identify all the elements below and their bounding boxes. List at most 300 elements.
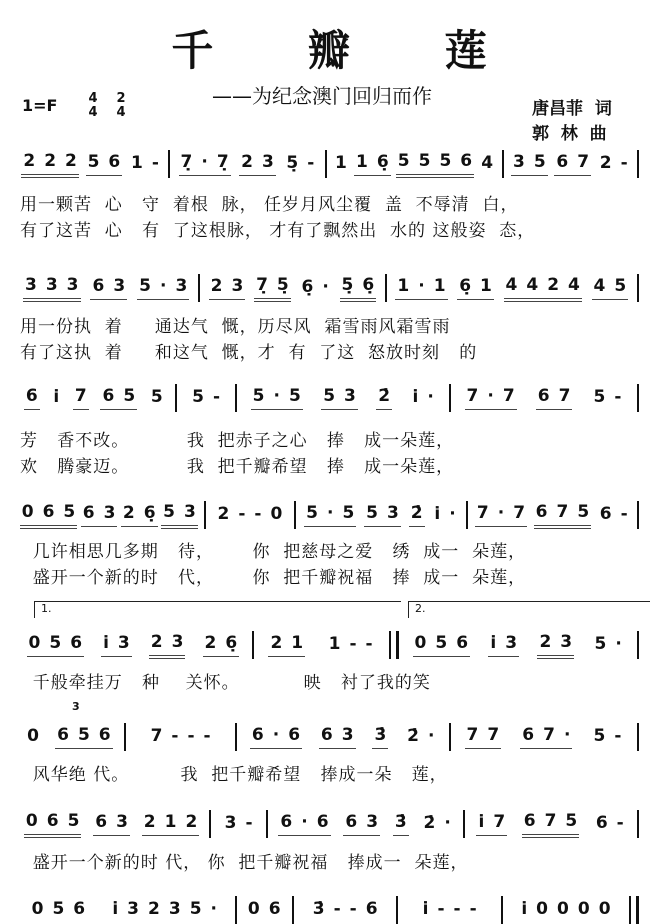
note: 7̣ [180, 152, 193, 172]
note: 6 [108, 152, 121, 172]
note: 2̇ [423, 812, 436, 833]
note: · [210, 898, 217, 919]
lyric-line: 欢 腾豪迈。 我 把千瓣希望 捧 成一朵莲， [20, 457, 455, 477]
lyric-line: 千般牵挂万 种 关怀。 映 衬了我的笑 [20, 673, 431, 693]
note: i̇ [422, 898, 429, 919]
note: 3 [66, 274, 79, 295]
note: 7̣ [216, 152, 229, 172]
measure [174, 152, 320, 176]
note: 2 [204, 633, 217, 653]
note: - [171, 725, 179, 746]
note-group [593, 634, 624, 657]
note: 4 [505, 274, 518, 295]
note-group [251, 386, 303, 410]
note: 7 [502, 386, 515, 406]
note: 6 [70, 633, 83, 653]
bar-line [466, 501, 468, 529]
note: 3̇ [374, 725, 387, 745]
note-group [93, 812, 130, 836]
note: 6 [46, 810, 59, 831]
note-group [432, 504, 457, 527]
note: - [620, 503, 628, 524]
note-group [343, 812, 380, 836]
note: 5 [63, 501, 76, 522]
note: 0 [21, 501, 34, 522]
note: · [273, 386, 280, 406]
note: 0 [31, 898, 44, 919]
lyric-line: 盛开一个新的时 代， 你 把千瓣祝福 捧成一 朵莲， [20, 853, 469, 873]
measure [130, 725, 232, 749]
bar-line [175, 384, 177, 412]
lyric-line: 芳 香不改。 我 把赤子之心 捧 成一朵莲， [20, 431, 455, 451]
note: · [201, 152, 208, 172]
lyricist: 唐昌菲 词 [532, 99, 612, 119]
notation-row [18, 898, 643, 922]
measure [18, 152, 164, 176]
note: 7̣ [256, 274, 268, 295]
note-group [319, 725, 356, 749]
time-signature-4-4 [86, 92, 100, 120]
note-group [179, 152, 231, 176]
note: - [453, 898, 461, 919]
note-group [81, 503, 118, 527]
measure [241, 898, 288, 922]
note: 6 [556, 152, 569, 172]
note-group [410, 387, 435, 410]
note: 5 [323, 386, 336, 406]
note: 6 [42, 501, 55, 522]
note: 6 [280, 812, 293, 832]
note: 6 [345, 812, 358, 832]
note-group [333, 153, 349, 176]
note-group [304, 503, 356, 527]
measure [204, 276, 380, 300]
note: 1 [480, 276, 492, 296]
note-group [421, 813, 452, 836]
note: 3 [127, 898, 139, 919]
note: · [449, 503, 456, 524]
note-group [223, 813, 255, 836]
measure [18, 386, 171, 410]
note-group [284, 153, 316, 176]
measure [472, 503, 633, 527]
lyric-line: 风华绝 代。 我 把千瓣希望 捧成一朵 莲， [20, 765, 448, 785]
measure [455, 386, 633, 410]
note-group [110, 899, 219, 922]
measure [18, 898, 231, 922]
note: 1 [355, 152, 368, 172]
note: 4 [481, 152, 494, 173]
note: 0 [247, 898, 260, 919]
note: 1 [130, 152, 143, 173]
note-group [90, 276, 127, 300]
note: 5 [594, 633, 607, 654]
note: 2 [65, 150, 77, 171]
note-group [100, 386, 137, 410]
bar-line [235, 384, 237, 412]
note-group [121, 503, 158, 527]
note-group [520, 725, 572, 749]
volta-1: 1. [34, 601, 401, 618]
lyric-line: 用一份执 着 通达气 慨，历尽风 霜雪雨风霜雪雨 [20, 317, 451, 337]
note: 5 [593, 725, 606, 746]
ts-bottom: 4 [116, 105, 126, 120]
notation-row [18, 386, 643, 410]
measure [272, 812, 459, 836]
note: 7 [577, 152, 590, 172]
note: - [437, 898, 445, 919]
note: i̇ [490, 633, 497, 653]
note-group [190, 387, 222, 410]
bar-line [637, 150, 639, 178]
note: 5 [67, 810, 80, 831]
bar-line [252, 631, 254, 659]
note-group [457, 276, 494, 300]
note: 6̣ [143, 503, 156, 523]
note: 0 [536, 898, 548, 919]
note-group [209, 276, 246, 300]
notation-row [18, 633, 643, 657]
note-group [149, 726, 213, 749]
notation-row [18, 152, 643, 176]
note: i̇ [434, 503, 441, 524]
note-group [393, 812, 409, 836]
note-group [24, 386, 40, 410]
note: 2̇ [410, 503, 423, 523]
note-group [479, 153, 495, 176]
note: 0 [27, 725, 39, 746]
note: 3 [113, 276, 126, 296]
note: - [349, 633, 357, 654]
note: 5 [163, 501, 175, 522]
note: 5 [342, 503, 355, 523]
bar-line [235, 896, 237, 924]
note: 5̣ [341, 274, 354, 295]
lyric-line: 有了这执 着 和这气 慨，才 有 了这 怒放时刻 的 [20, 343, 478, 363]
note: 7 [466, 386, 479, 406]
measure [181, 386, 232, 410]
note: 0 [598, 898, 611, 919]
note: 5 [435, 633, 448, 653]
note-group [23, 275, 81, 302]
volta-2: 2. [408, 601, 650, 618]
note: 5 [252, 386, 265, 406]
note: - [620, 152, 628, 173]
note: · [487, 386, 494, 406]
note: 0 [270, 503, 283, 524]
note-group [24, 811, 82, 838]
lyric-line: 几许相思几多期 待， 你 把慈母之爱 绣 成一 朵莲， [20, 542, 527, 562]
note: 3 [117, 633, 130, 653]
measure [18, 276, 194, 300]
measure [18, 812, 205, 836]
note-group [51, 387, 61, 410]
note: - [349, 898, 357, 919]
bar-line [502, 150, 504, 178]
note: 2 [210, 276, 223, 296]
note-group [488, 633, 519, 657]
note-group [239, 152, 276, 176]
note-group [246, 899, 283, 922]
note: 2 [547, 274, 560, 295]
note-group [554, 152, 591, 176]
note: 2 [44, 150, 57, 171]
note-group [215, 504, 284, 527]
note: - [614, 386, 622, 407]
note: 7 [543, 725, 555, 745]
note: 6 [595, 812, 608, 833]
note: 5 [533, 152, 546, 172]
note-group [376, 386, 392, 410]
note-group [598, 504, 630, 527]
note: 7 [558, 386, 571, 406]
note: 5 [288, 386, 301, 406]
note: 3̇ [312, 898, 325, 919]
note: 2̇ [407, 725, 419, 746]
note-group [536, 386, 573, 410]
note: 7 [74, 386, 87, 406]
bar-line [637, 723, 639, 751]
note: 6 [102, 386, 115, 406]
bar-line [637, 810, 639, 838]
measure [331, 152, 498, 176]
measure [241, 725, 444, 749]
note: 5 [397, 150, 410, 171]
note-group [476, 812, 507, 836]
note: 1 [291, 633, 304, 653]
note: 6 [599, 503, 612, 524]
note: 7 [544, 810, 557, 831]
note-group [25, 726, 41, 749]
bar-line [204, 501, 206, 529]
note: 5 [150, 386, 163, 407]
note-group [311, 899, 380, 922]
note: 2 [599, 152, 612, 173]
note: 6 [288, 725, 301, 745]
note: 3 [183, 501, 196, 522]
bar-line [292, 896, 294, 924]
note: i̇ [53, 386, 60, 407]
measure [241, 386, 444, 410]
note: 5 [577, 501, 590, 522]
note: 5̣ [276, 274, 289, 295]
note: - [238, 503, 246, 524]
measure [403, 633, 633, 657]
note: - [333, 898, 341, 919]
note: 5 [139, 276, 151, 296]
note: 6 [460, 150, 473, 171]
note: 6 [365, 898, 378, 919]
note-group [409, 503, 425, 527]
triplet-mark: 3 [72, 700, 81, 713]
note: 5 [189, 898, 202, 919]
measure [210, 503, 291, 527]
bar-line [501, 896, 503, 924]
note: 2 [185, 812, 198, 832]
note: 3 [560, 631, 573, 652]
note-group [161, 502, 198, 529]
measure [507, 898, 625, 922]
note: 6 [82, 503, 95, 523]
ts-top: 2 [116, 91, 126, 106]
note: 7 [476, 503, 489, 523]
note: 6̣ [362, 274, 375, 295]
note: 5 [77, 725, 90, 745]
note: · [159, 276, 167, 296]
bar-line [449, 384, 451, 412]
note-group [30, 899, 88, 922]
note-group [504, 275, 582, 302]
key-signature: 1=F [22, 96, 58, 115]
note: · [272, 725, 280, 745]
note: 3 [344, 386, 356, 406]
note: 2 [539, 631, 552, 652]
note: 3 [505, 633, 518, 653]
note: 2 [150, 631, 163, 652]
bar-line [389, 631, 399, 659]
bar-line [124, 723, 126, 751]
note: 5̣ [286, 152, 299, 173]
note: · [444, 812, 451, 833]
note: 3 [341, 725, 354, 745]
note: 4 [568, 274, 580, 295]
measure [391, 276, 633, 300]
note: 1 [328, 633, 341, 654]
note: 1 [335, 152, 347, 173]
note: 0 [557, 898, 569, 919]
note-group [55, 725, 113, 749]
measure [298, 898, 393, 922]
time-signature-2-4 [114, 92, 128, 120]
note: · [427, 386, 434, 407]
note: 3 [171, 631, 184, 652]
note-group [340, 275, 377, 302]
note-group [327, 634, 375, 657]
note: 6̣ [459, 276, 472, 296]
note: 3 [224, 812, 237, 833]
note-group [250, 725, 302, 749]
note: 6̣ [225, 633, 238, 653]
note-group [299, 277, 330, 300]
note: 3 [231, 276, 244, 296]
note: 6 [523, 810, 536, 831]
ts-bottom: 4 [88, 105, 98, 120]
note-group [465, 386, 517, 410]
note: 3 [175, 276, 188, 296]
note: 6 [320, 725, 333, 745]
note-group [519, 899, 612, 922]
note: · [322, 276, 329, 297]
note: · [497, 503, 505, 523]
note: - [616, 812, 624, 833]
note: 4 [526, 274, 539, 295]
measure [508, 152, 633, 176]
note-group [405, 726, 436, 749]
note: 3 [24, 274, 37, 295]
note-group [101, 633, 132, 657]
note: 5 [123, 386, 136, 406]
note-group [475, 503, 527, 527]
note: i̇ [521, 898, 528, 919]
note: 2̇ [378, 386, 391, 406]
bar-line [385, 274, 387, 302]
note: 6 [73, 898, 86, 919]
note: - [365, 633, 373, 654]
measure [402, 898, 497, 922]
note: 6 [57, 725, 69, 745]
note: 5 [306, 503, 318, 523]
note: - [307, 152, 315, 173]
notation-row [18, 725, 643, 749]
note: 3 [387, 503, 399, 523]
note: 5 [418, 150, 431, 171]
bar-line [198, 274, 200, 302]
note: 7 [513, 503, 526, 523]
bar-line [637, 384, 639, 412]
measure [469, 812, 633, 836]
note: 2 [143, 812, 156, 832]
note-group [522, 811, 580, 838]
note-group [396, 151, 474, 178]
note: 7 [487, 725, 500, 745]
measure [258, 633, 386, 657]
note: 3 [45, 274, 58, 295]
note: i̇ [112, 898, 119, 919]
note: 5 [593, 386, 606, 407]
subtitle: ——为纪念澳门回归而作 [212, 84, 432, 108]
note-group [21, 151, 79, 178]
note: - [245, 812, 253, 833]
measure [18, 503, 200, 527]
note: 3 [512, 152, 525, 172]
note-group [86, 152, 123, 176]
bar-line [235, 723, 237, 751]
note: 7 [493, 812, 506, 832]
measure [215, 812, 262, 836]
lyric-line: 有了这苦 心 有 了这根脉， 才有了飘然出 水的 这般姿 态， [20, 221, 536, 241]
measure [455, 725, 633, 749]
note: · [563, 725, 571, 745]
notation-row [18, 812, 643, 836]
note: 6 [535, 501, 548, 522]
measure [18, 725, 120, 749]
note: 7 [556, 501, 569, 522]
note: 6 [268, 898, 281, 919]
note-group [142, 812, 200, 836]
note-group [354, 152, 391, 176]
note: 3 [103, 503, 116, 523]
note-group [598, 153, 630, 176]
bar-line [266, 810, 268, 838]
note: 6 [316, 812, 329, 832]
bar-line [449, 723, 451, 751]
measure [300, 503, 461, 527]
note: 3 [116, 812, 128, 832]
note-group [592, 726, 624, 749]
note: 3 [366, 812, 379, 832]
note: 2 [148, 898, 160, 919]
note: 6 [92, 276, 105, 296]
note: · [327, 503, 334, 523]
note: 0 [28, 633, 41, 653]
note: · [301, 812, 308, 832]
lyric-line: 用一颗苦 心 守 着根 脉， 任岁月风尘覆 盖 不辱清 白， [20, 195, 519, 215]
note: 6̣ [301, 276, 314, 297]
note-group [592, 276, 629, 300]
bar-line [325, 150, 327, 178]
note-group [364, 503, 401, 527]
bar-line [463, 810, 465, 838]
